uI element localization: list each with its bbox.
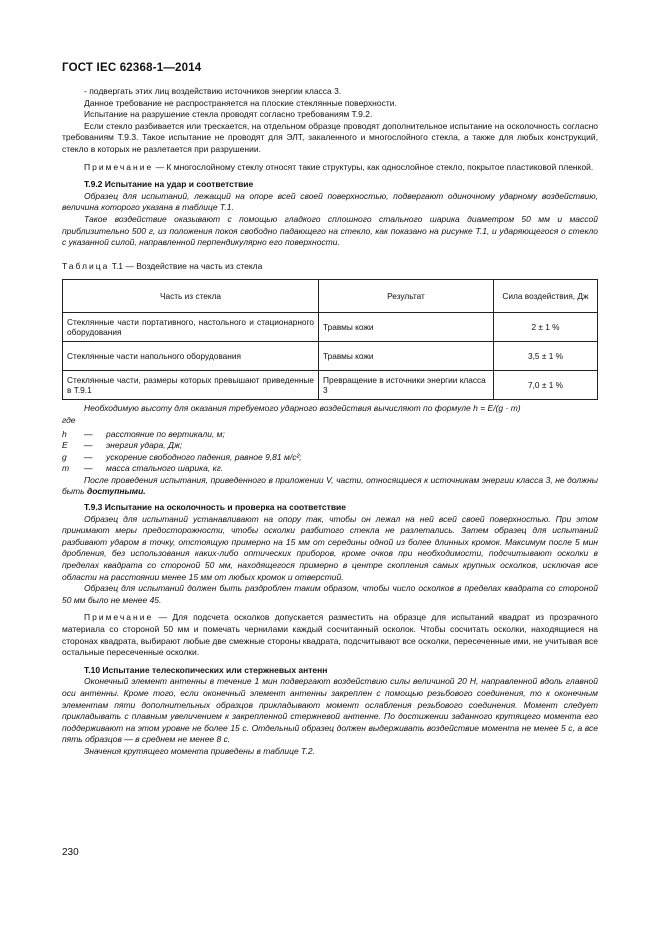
table-header-cell: Сила воздействия, Дж [494, 280, 598, 313]
table-cell: Стеклянные части, размеры которых превышают приведенные в Т.9.1 [63, 371, 319, 400]
table-header-cell: Часть из стекла [63, 280, 319, 313]
definition-symbol: h [62, 428, 67, 439]
table-row [63, 371, 598, 400]
definition-item: m — масса стального шарика, кг. [62, 463, 224, 474]
paragraph: Данное требование не распространяется на плоские стеклянные поверхности. [84, 97, 397, 108]
table-header-cell: Результат [319, 280, 494, 313]
formula-paragraph: Необходимую высоту для оказания требуемого ударного воздействия вычисляют по формуле h = E/(g · m) [84, 403, 521, 414]
table-row [63, 342, 598, 371]
paragraph: Испытание на разрушение стекла проводят согласно требованиям Т.9.2. [84, 109, 373, 120]
table-t1 [62, 279, 598, 400]
paragraph: Образец для испытаний, лежащий на опоре всей своей поверхностью, подвергают одиночному ударному воздействию, величина которого указана в таблице Т.1. [62, 190, 598, 213]
table-cell: Стеклянные части портативного, настольного и стационарного оборудования [63, 313, 319, 342]
where-label: где [62, 414, 76, 425]
paragraph: Образец для испытаний устанавливают на опору так, чтобы он лежал на ней всей своей поверхностью. При этом принимают меры предосторожности, чтобы осколки разбитого стекла не разлетались. Затем образец для испытаний разбивают ударом в точку, отстоящую примерно на 15 мм от середины одной из более длинных кромок. Максимум после 5 мин дробления, без использования каких-либо оптических приборов, кроме очков при необходимости, подсчитывают осколки в пределах квадрата со стороной 50 мм, находящегося примерно в центре скопления самых крупных осколков, исключая все области на расстоянии менее 15 мм от любых кромок и отверстий. [62, 513, 598, 582]
table-cell: 7,0 ± 1 % [494, 371, 598, 400]
table-cell: 3,5 ± 1 % [494, 342, 598, 371]
paragraph: Оконечный элемент антенны в течение 1 мин подвергают воздействию силы величиной 20 Н, направленной вдоль главной оси антенны. Кроме того, если оконечный элемент антенны закреплен с помощью резьбового соединения, то к оконечным элементам пяти дополнительных образцов прикладывают момент ослабления резьбового соединения. Момент следует прикладывать с плавным увеличением к закрепленной стержневой антенне. По достижении заданного крутящего момента его поддерживают на этом уровне не более 15 с. Отдельный образец должен выдерживать воздействие момента не менее 5 с, а все пять образцов — в среднем не менее 8 с. [62, 676, 598, 745]
definition-text: ускорение свободного падения, равное 9,81 м/с²; [106, 451, 302, 462]
document-header: ГОСТ IEC 62368-1—2014 [62, 62, 202, 74]
paragraph [62, 475, 598, 498]
table-cell: Стеклянные части напольного оборудования [63, 342, 319, 371]
page-number: 230 [62, 847, 79, 858]
paragraph: Образец для испытаний должен быть раздроблен таким образом, чтобы число осколков в пределах квадрата со стороной 50 мм было не менее 45. [62, 583, 598, 605]
definitions-list [62, 429, 598, 475]
definition-symbol: m [62, 463, 70, 474]
table-caption-text: Т.1 — Воздействие на часть из стекла [109, 260, 263, 271]
definition-text: масса стального шарика, кг. [106, 463, 224, 474]
table-cell: 2 ± 1 % [494, 313, 598, 342]
note-text: — Для подсчета осколков допускается разместить на образце для испытаний квадрат из прозрачного материала со стороной 50 мм и помечать чернилами каждый сосчитанный осколок. Чтобы сосчитать осколки, находящиеся на сторонах квадрата, выбирают любые две смежные стороны квадрата, подсчитывают все осколки, пересеченные ими, не учитывая все остальные пересеченные осколки. [62, 612, 598, 658]
definition-item: E — энергия удара, Дж; [62, 440, 183, 451]
paragraph-text: После проведения испытания, приведенного в приложении V, части, относящиеся к источникам энергии класса 3, не должны быть [62, 474, 598, 497]
definition-item: g — ускорение свободного падения, равное 9,81 м/с²; [62, 451, 302, 462]
definition-symbol: E [62, 440, 68, 451]
note-label: Примечание [84, 612, 154, 623]
paragraph: Если стекло разбивается или трескается, на отдельном образце проводят дополнительное испытание на осколочность согласно требованиям Т.9.3. Такое испытание не проводят для ЭЛТ, закаленного и многослойного стекла, а также для любых конструкций, стекло в которых не разлетается при разрушении. [62, 120, 598, 154]
note-label: Примечание [84, 161, 154, 172]
note-text: — К многослойному стеклу относят такие структуры, как однослойное стекло, покрытое пластиковой пленкой. [153, 161, 594, 172]
paragraph: Значения крутящего момента приведены в таблице Т.2. [84, 745, 315, 756]
definition-item: h — расстояние по вертикали, м; [62, 428, 225, 439]
section-heading-t93: Т.9.3 Испытание на осколочность и проверка на соответствие [84, 502, 347, 513]
section-heading-t10: Т.10 Испытание телескопических или стержневых антенн [84, 664, 328, 675]
paragraph: Такое воздействие оказывают с помощью гладкого сплошного стального шарика диаметром 50 мм и массой приблизительно 500 г, из положения покоя свободно падающего на стекло, как показано на рисунке Т.1, и ударяющегося о стекло с указанной силой, направленной перпендикулярно его поверхности. [62, 213, 598, 248]
table-row [63, 313, 598, 342]
note [62, 162, 598, 174]
table-label: Таблица [62, 260, 110, 271]
document-body [62, 86, 598, 758]
table-caption [62, 261, 598, 273]
table-cell: Превращение в источники энергии класса 3 [319, 371, 494, 400]
definition-text: энергия удара, Дж; [106, 440, 183, 451]
table-header-row [63, 280, 598, 313]
definition-text: расстояние по вертикали, м; [106, 428, 225, 439]
definition-symbol: g [62, 451, 67, 462]
paragraph-bold-text: доступными. [86, 486, 146, 497]
section-heading-t92: Т.9.2 Испытание на удар и соответствие [84, 179, 254, 190]
paragraph: - подвергать этих лиц воздействию источников энергии класса 3. [84, 86, 342, 96]
note [62, 612, 598, 658]
table-cell: Травмы кожи [319, 342, 494, 371]
table-cell: Травмы кожи [319, 313, 494, 342]
